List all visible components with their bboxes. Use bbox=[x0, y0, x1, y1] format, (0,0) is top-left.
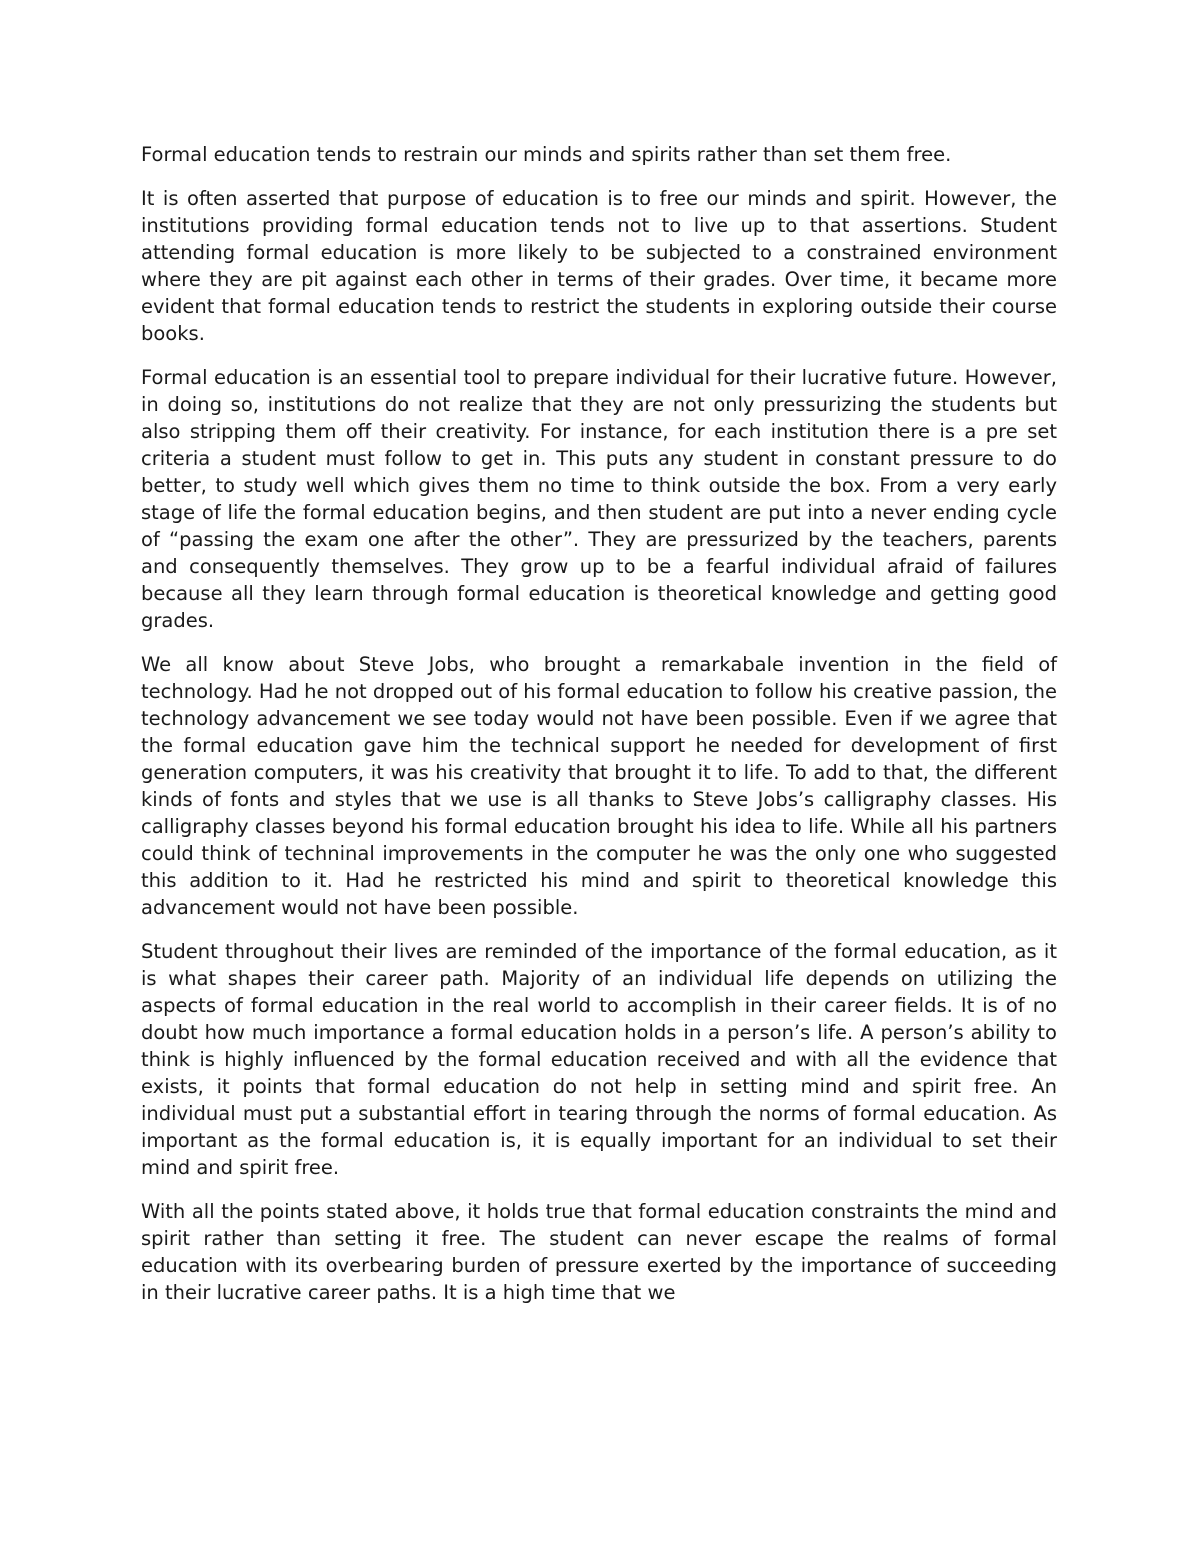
document-body bbox=[141, 141, 1057, 1323]
paragraph-conclusion: With all the points stated above, it holds true that formal education constraints the mind and spirit rather than setting it free. The student can never escape the realms of formal education with its overbearing burden of pressure exerted by the importance of succeeding in their lucrative career paths. It is a high time that we bbox=[141, 1200, 1057, 1304]
paragraph-pressure: Formal education is an essential tool to prepare individual for their lucrative future. However, in doing so, institutions do not realize that they are not only pressurizing the students but also stripping them off their creativity. For instance, for each institution there is a pre set criteria a student must follow to get in. This puts any student in constant pressure to do better, to study well which gives them no time to think outside the box. From a very early stage of life the formal education begins, and then student are put into a never ending cycle of “passing the exam one after the other”. They are pressurized by the teachers, parents and consequently themselves. They grow up to be a fearful individual afraid of failures because all they learn through formal education is theoretical knowledge and getting good grades. bbox=[141, 366, 1057, 632]
essay-title-line: Formal education tends to restrain our minds and spirits rather than set them free. bbox=[141, 143, 952, 166]
paragraph-career: Student throughout their lives are reminded of the importance of the formal education, as it is what shapes their career path. Majority of an individual life depends on utilizing the aspects of formal education in the real world to accomplish in their career fields. It is of no doubt how much importance a formal education holds in a person’s life. A person’s ability to think is highly influenced by the formal education received and with all the evidence that exists, it points that formal education do not help in setting mind and spirit free. An individual must put a substantial effort in tearing through the norms of formal education. As important as the formal education is, it is equally important for an individual to set their mind and spirit free. bbox=[141, 940, 1057, 1179]
paragraph-intro: It is often asserted that purpose of education is to free our minds and spirit. However, the institutions providing formal education tends not to live up to that assertions. Student attending formal education is more likely to be subjected to a constrained environment where they are pit against each other in terms of their grades. Over time, it became more evident that formal education tends to restrict the students in exploring outside their course books. bbox=[141, 187, 1057, 345]
paragraph-steve-jobs: We all know about Steve Jobs, who brought a remarkabale invention in the field of technology. Had he not dropped out of his formal education to follow his creative passion, the technology advancement we see today would not have been possible. Even if we agree that the formal education gave him the technical support he needed for development of first generation computers, it was his creativity that brought it to life. To add to that, the different kinds of fonts and styles that we use is all thanks to Steve Jobs’s calligraphy classes. His calligraphy classes beyond his formal education brought his idea to life. While all his partners could think of techninal improvements in the computer he was the only one who suggested this addition to it. Had he restricted his mind and spirit to theoretical knowledge this advancement would not have been possible. bbox=[141, 653, 1057, 919]
